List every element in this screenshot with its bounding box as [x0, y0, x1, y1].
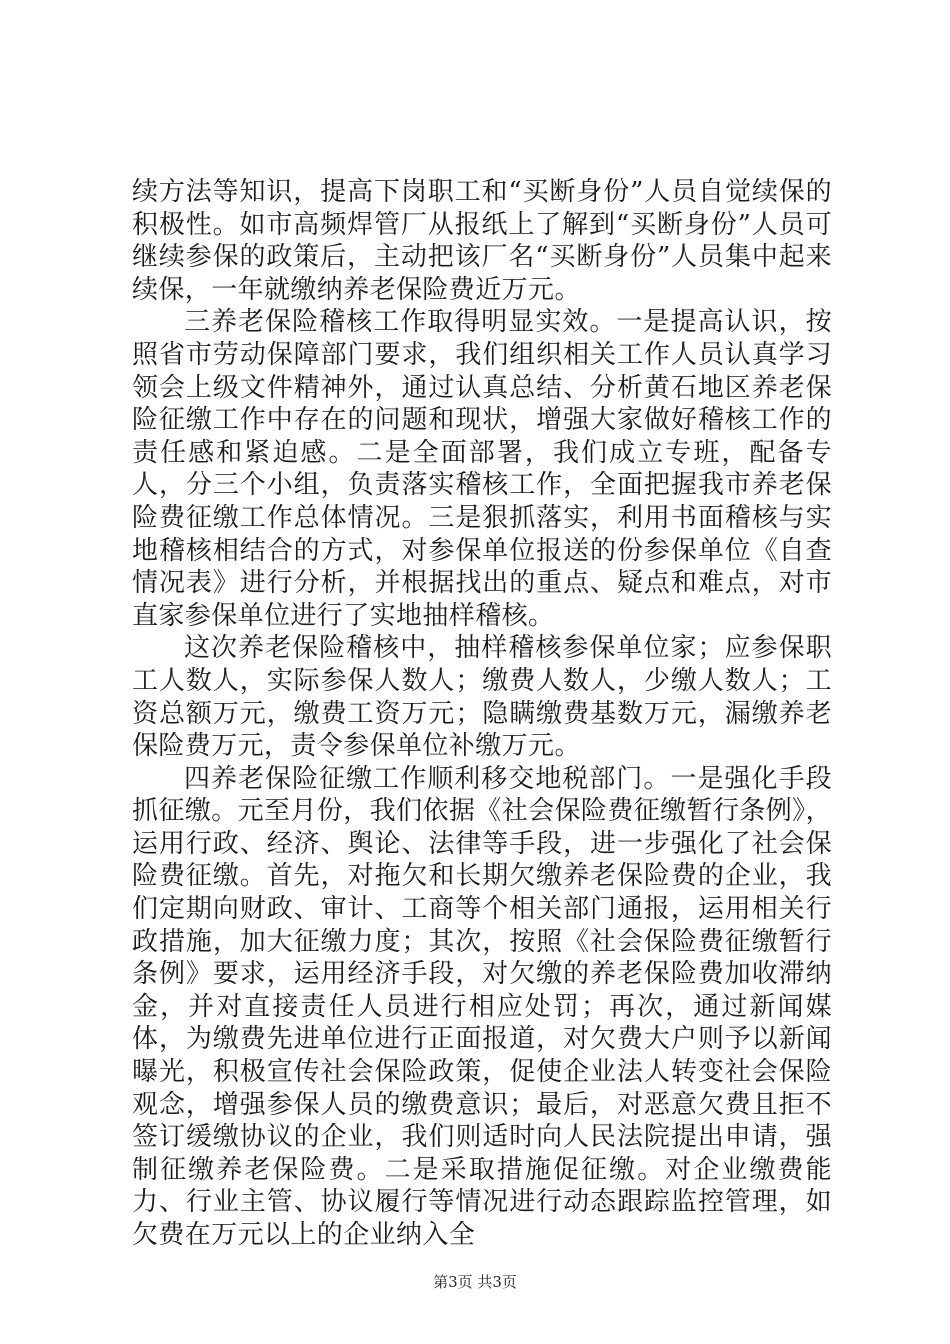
paragraph-3: 这次养老保险稽核中，抽样稽核参保单位家；应参保职工人数人，实际参保人数人；缴费人数人，少缴人数人；工资总额万元，缴费工资万元；隐瞒缴费基数万元，漏缴养老保险费万元，责令参保单位补缴万元。 [132, 633, 832, 762]
paragraph-2: 三养老保险稽核工作取得明显实效。一是提高认识，按照省市劳动保障部门要求，我们组织相关工作人员认真学习领会上级文件精神外，通过认真总结、分析黄石地区养老保险征缴工作中存在的问题和现状，增强大家做好稽核工作的责任感和紧迫感。二是全面部署，我们成立专班，配备专人，分三个小组，负责落实稽核工作，全面把握我市养老保险费征缴工作总体情况。三是狠抓落实，利用书面稽核与实地稽核相结合的方式，对参保单位报送的份参保单位《自查情况表》进行分析，并根据找出的重点、疑点和难点，对市直家参保单位进行了实地抽样稽核。 [132, 307, 832, 631]
page-number-label: 第3页 共3页 [433, 1273, 517, 1291]
paragraph-1: 续方法等知识，提高下岗职工和“买断身份”人员自觉续保的积极性。如市高频焊管厂从报纸上了解到“买断身份”人员可继续参保的政策后，主动把该厂名“买断身份”人员集中起来续保，一年就缴纳养老保险费近万元。 [132, 177, 832, 305]
page-footer [0, 1272, 950, 1292]
document-body [132, 176, 832, 1252]
paragraph-4: 四养老保险征缴工作顺利移交地税部门。一是强化手段抓征缴。元至月份，我们依据《社会保险费征缴暂行条例》，运用行政、经济、舆论、法律等手段，进一步强化了社会保险费征缴。首先，对拖欠和长期欠缴养老保险费的企业，我们定期向财政、审计、工商等个相关部门通报，运用相关行政措施，加大征缴力度；其次，按照《社会保险费征缴暂行条例》要求，运用经济手段，对欠缴的养老保险费加收滞纳金，并对直接责任人员进行相应处罚；再次，通过新闻媒体，为缴费先进单位进行正面报道，对欠费大户则予以新闻曝光，积极宣传社会保险政策，促使企业法人转变社会保险观念，增强参保人员的缴费意识；最后，对恶意欠费且拒不签订缓缴协议的企业，我们则适时向人民法院提出申请，强制征缴养老保险费。二是采取措施促征缴。对企业缴费能力、行业主管、协议履行等情况进行动态跟踪监控管理，如欠费在万元以上的企业纳入全 [132, 763, 832, 1250]
